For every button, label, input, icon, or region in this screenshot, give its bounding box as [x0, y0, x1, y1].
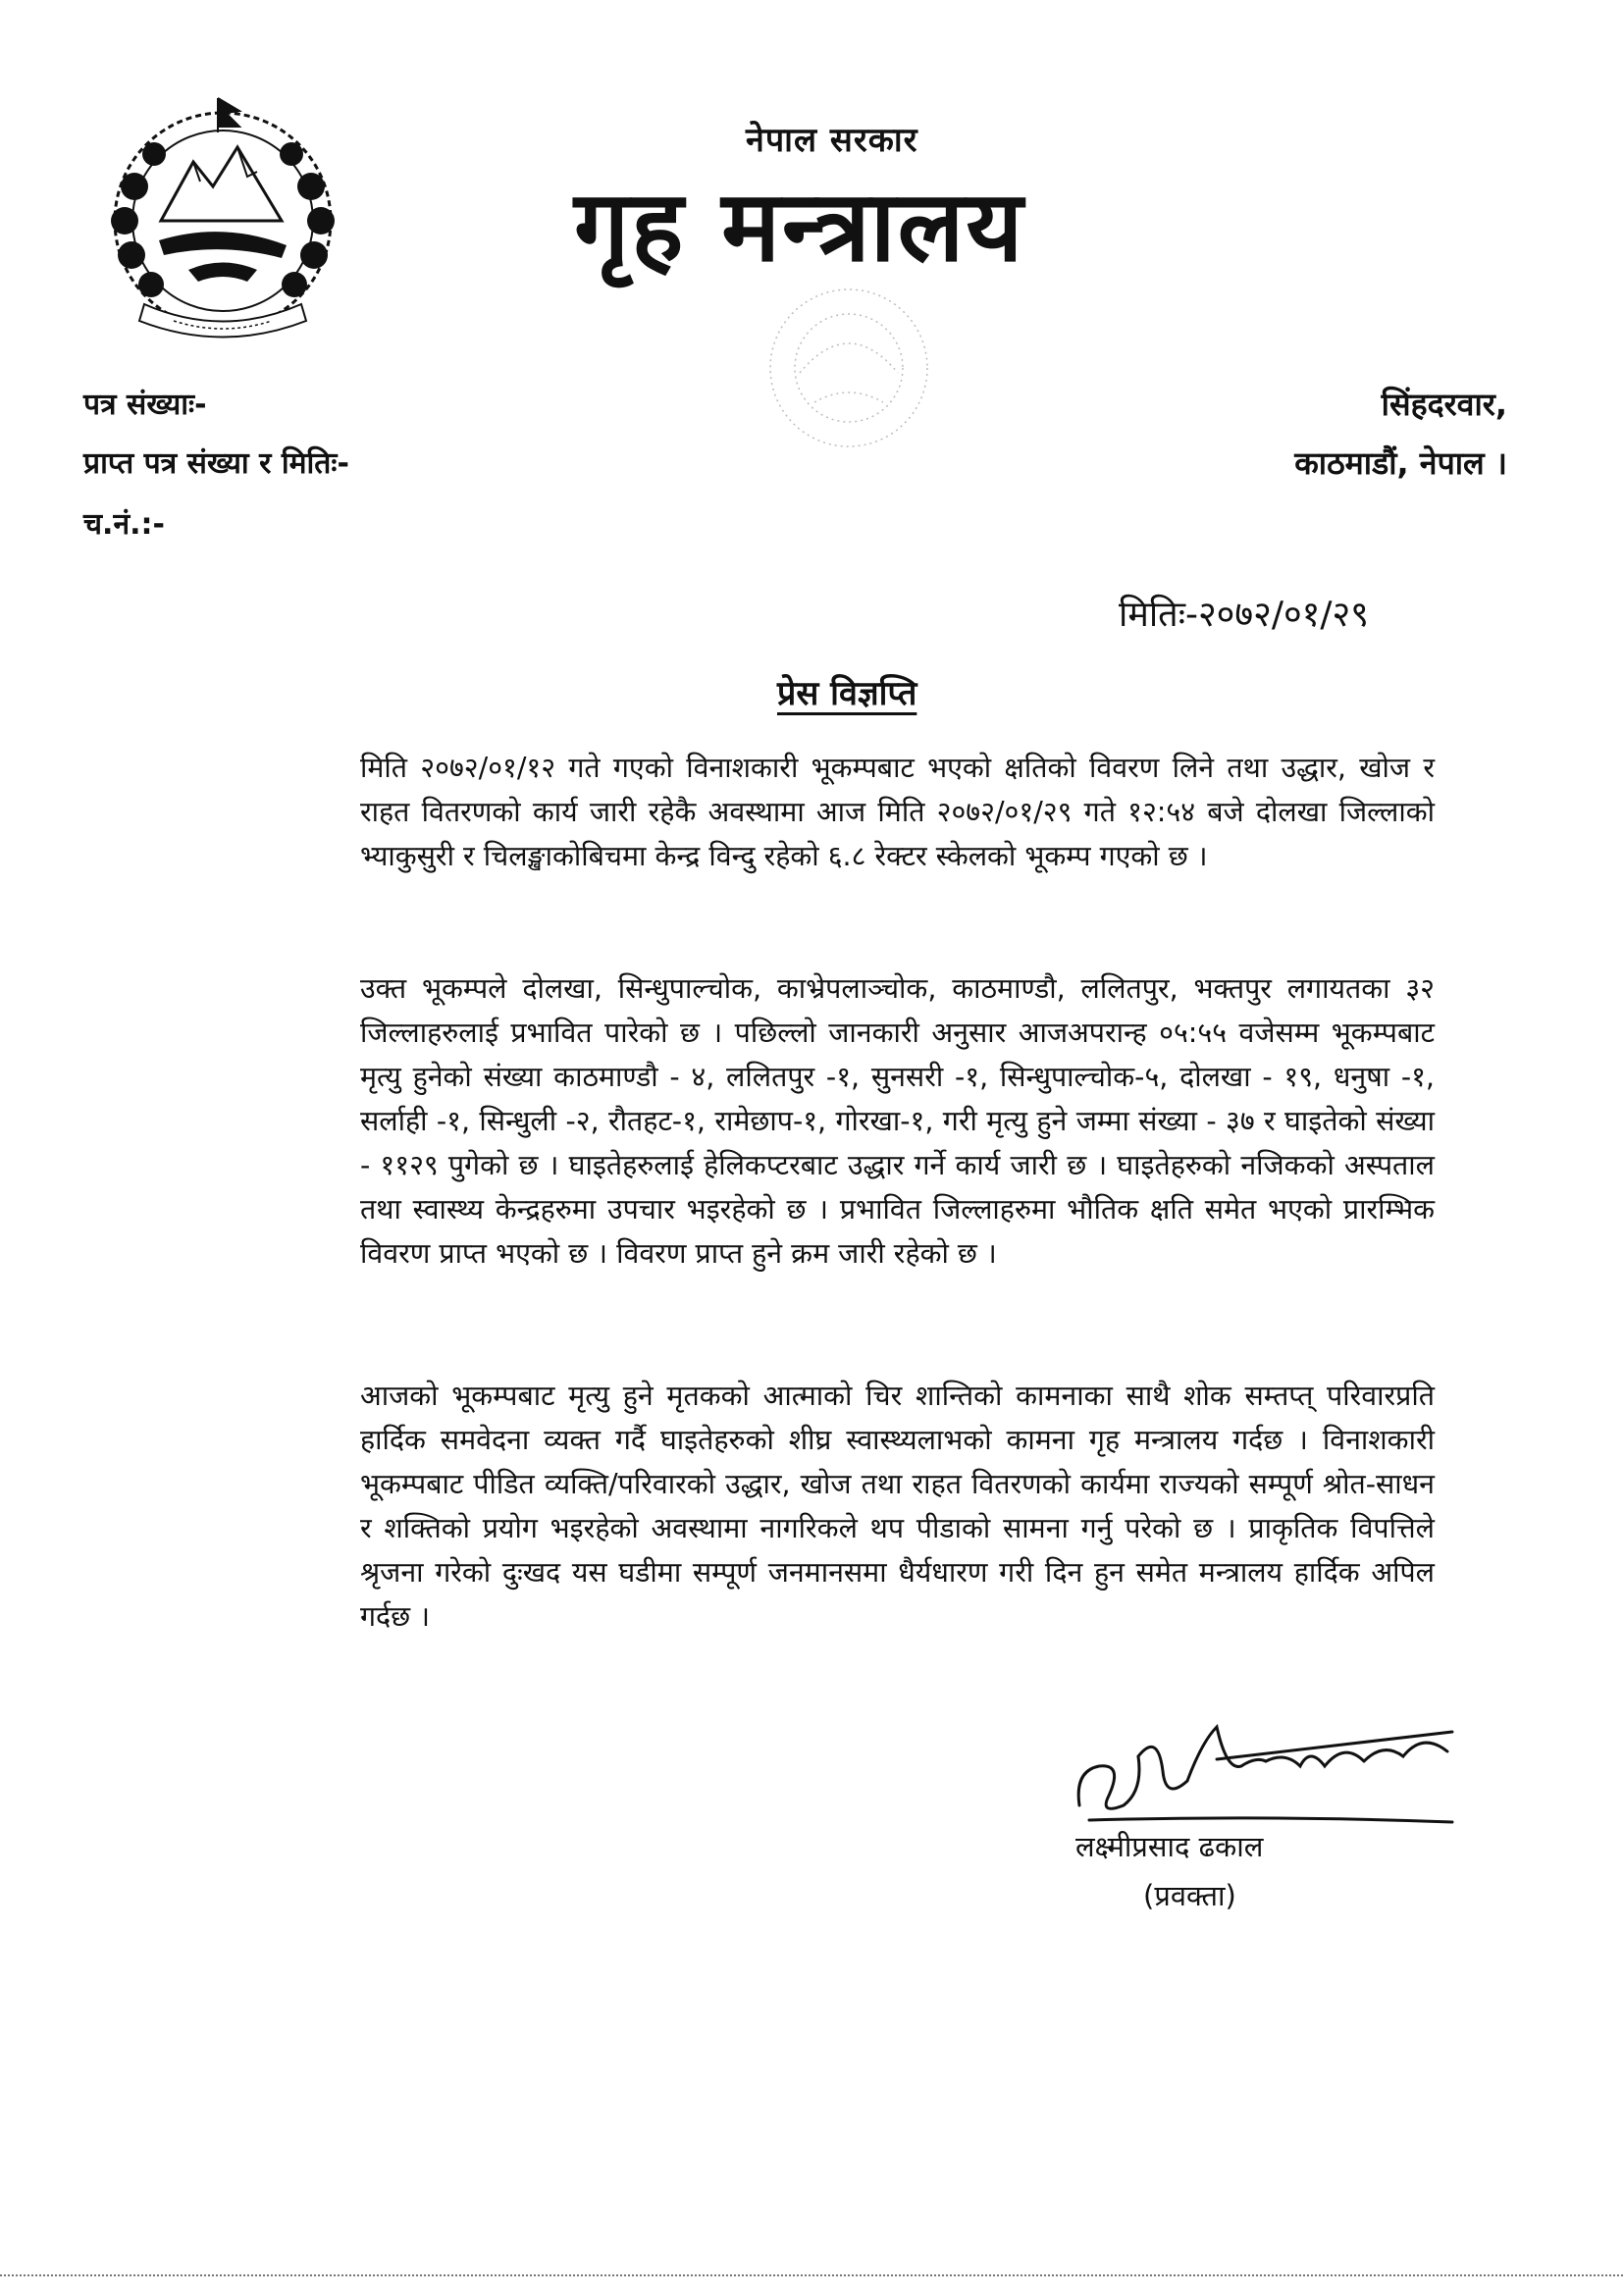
signatory-designation: (प्रवक्ता) [1143, 1879, 1236, 1912]
signature-icon [1070, 1712, 1457, 1830]
government-name: नेपाल सरकार [746, 121, 918, 160]
nepal-emblem-icon [90, 93, 355, 350]
dispatch-number-label: च.नं.:- [83, 507, 165, 542]
received-letter-label: प्राप्त पत्र संख्या र मितिः- [83, 446, 349, 481]
address-line-1: सिंहदरवार, [1381, 386, 1507, 423]
document-date: मितिः-२०७२/०१/२९ [1119, 595, 1369, 635]
letter-number-label: पत्र संख्याः- [83, 388, 207, 422]
ministry-name: गृह मन्त्रालय [574, 169, 1025, 284]
body-paragraph: उक्त भूकम्पले दोलखा, सिन्धुपाल्चोक, काभ्रेपलाञ्चोक, काठमाण्डौ, ललितपुर, भक्तपुर लगायतका ३२ जिल्लाहरुलाई प्रभावित पारेको छ । पछिल्लो जानकारी अनुसार आजअपरान्ह ०५:५५ वजेसम्म भूकम्पबाट मृत्यु हुनेको संख्या काठमाण्डौ - ४, ललितपुर -१, सुनसरी -१, सिन्धुपाल्चोक-५, दोलखा - १९, धनुषा -१, सर्लाही -१, सिन्धुली -२, रौतहट-१, रामेछाप-१, गोरखा-१, गरी मृत्यु हुने जम्मा संख्या - ३७ र घाइतेको संख्या - ११२९ पुगेको छ । घाइतेहरुलाई हेलिकप्टरबाट उद्धार गर्ने कार्य जारी छ । घाइतेहरुको नजिकको अस्पताल तथा स्वास्थ्य केन्द्रहरुमा उपचार भइरहेको छ । प्रभावित जिल्लाहरुमा भौतिक क्षति समेत भएको प्रारम्भिक विवरण प्राप्त भएको छ । विवरण प्राप्त हुने क्रम जारी रहेको छ । [360, 972, 1435, 1270]
body-paragraph: आजको भूकम्पबाट मृत्यु हुने मृतकको आत्माको चिर शान्तिको कामनाका साथै शोक सम्तप्त् परिवारप्रति हार्दिक समवेदना व्यक्त गर्दै घाइतेहरुको शीघ्र स्वास्थ्यलाभको कामना गृह मन्त्रालय गर्दछ । विनाशकारी भूकम्पबाट पीडित व्यक्ति/परिवारको उद्धार, खोज तथा राहत वितरणको कार्यमा राज्यको सम्पूर्ण श्रोत-साधन र शक्तिको प्रयोग भइरहेको अवस्थामा नागरिकले थप पीडाको सामना गर्नु परेको छ । प्राकृतिक विपत्तिले श्रृजना गरेको दुःखद यस घडीमा सम्पूर्ण जनमानसमा धैर्यधारण गरी दिन हुन समेत मन्त्रालय हार्दिक अपिल गर्दछ । [360, 1380, 1435, 1633]
address-line-2: काठमाडौं, नेपाल । [1294, 444, 1507, 482]
signatory-name: लक्ष्मीप्रसाद ढकाल [1075, 1830, 1264, 1863]
footer-divider [0, 2274, 1623, 2276]
body-paragraph: मिति २०७२/०१/१२ गते गएको विनाशकारी भूकम्पबाट भएको क्षतिको विवरण लिने तथा उद्धार, खोज र राहत वितरणको कार्य जारी रहेकै अवस्थामा आज मिति २०७२/०१/२९ गते १२:५४ बजे दोलखा जिल्लाको भ्याकुसुरी र चिलङ्खाकोबिचमा केन्द्र विन्दु रहेको ६.८ रेक्टर स्केलको भूकम्प गएको छ । [360, 752, 1435, 872]
document-title: प्रेस विज्ञप्ति [777, 674, 917, 713]
seal-stamp-icon [756, 275, 942, 471]
